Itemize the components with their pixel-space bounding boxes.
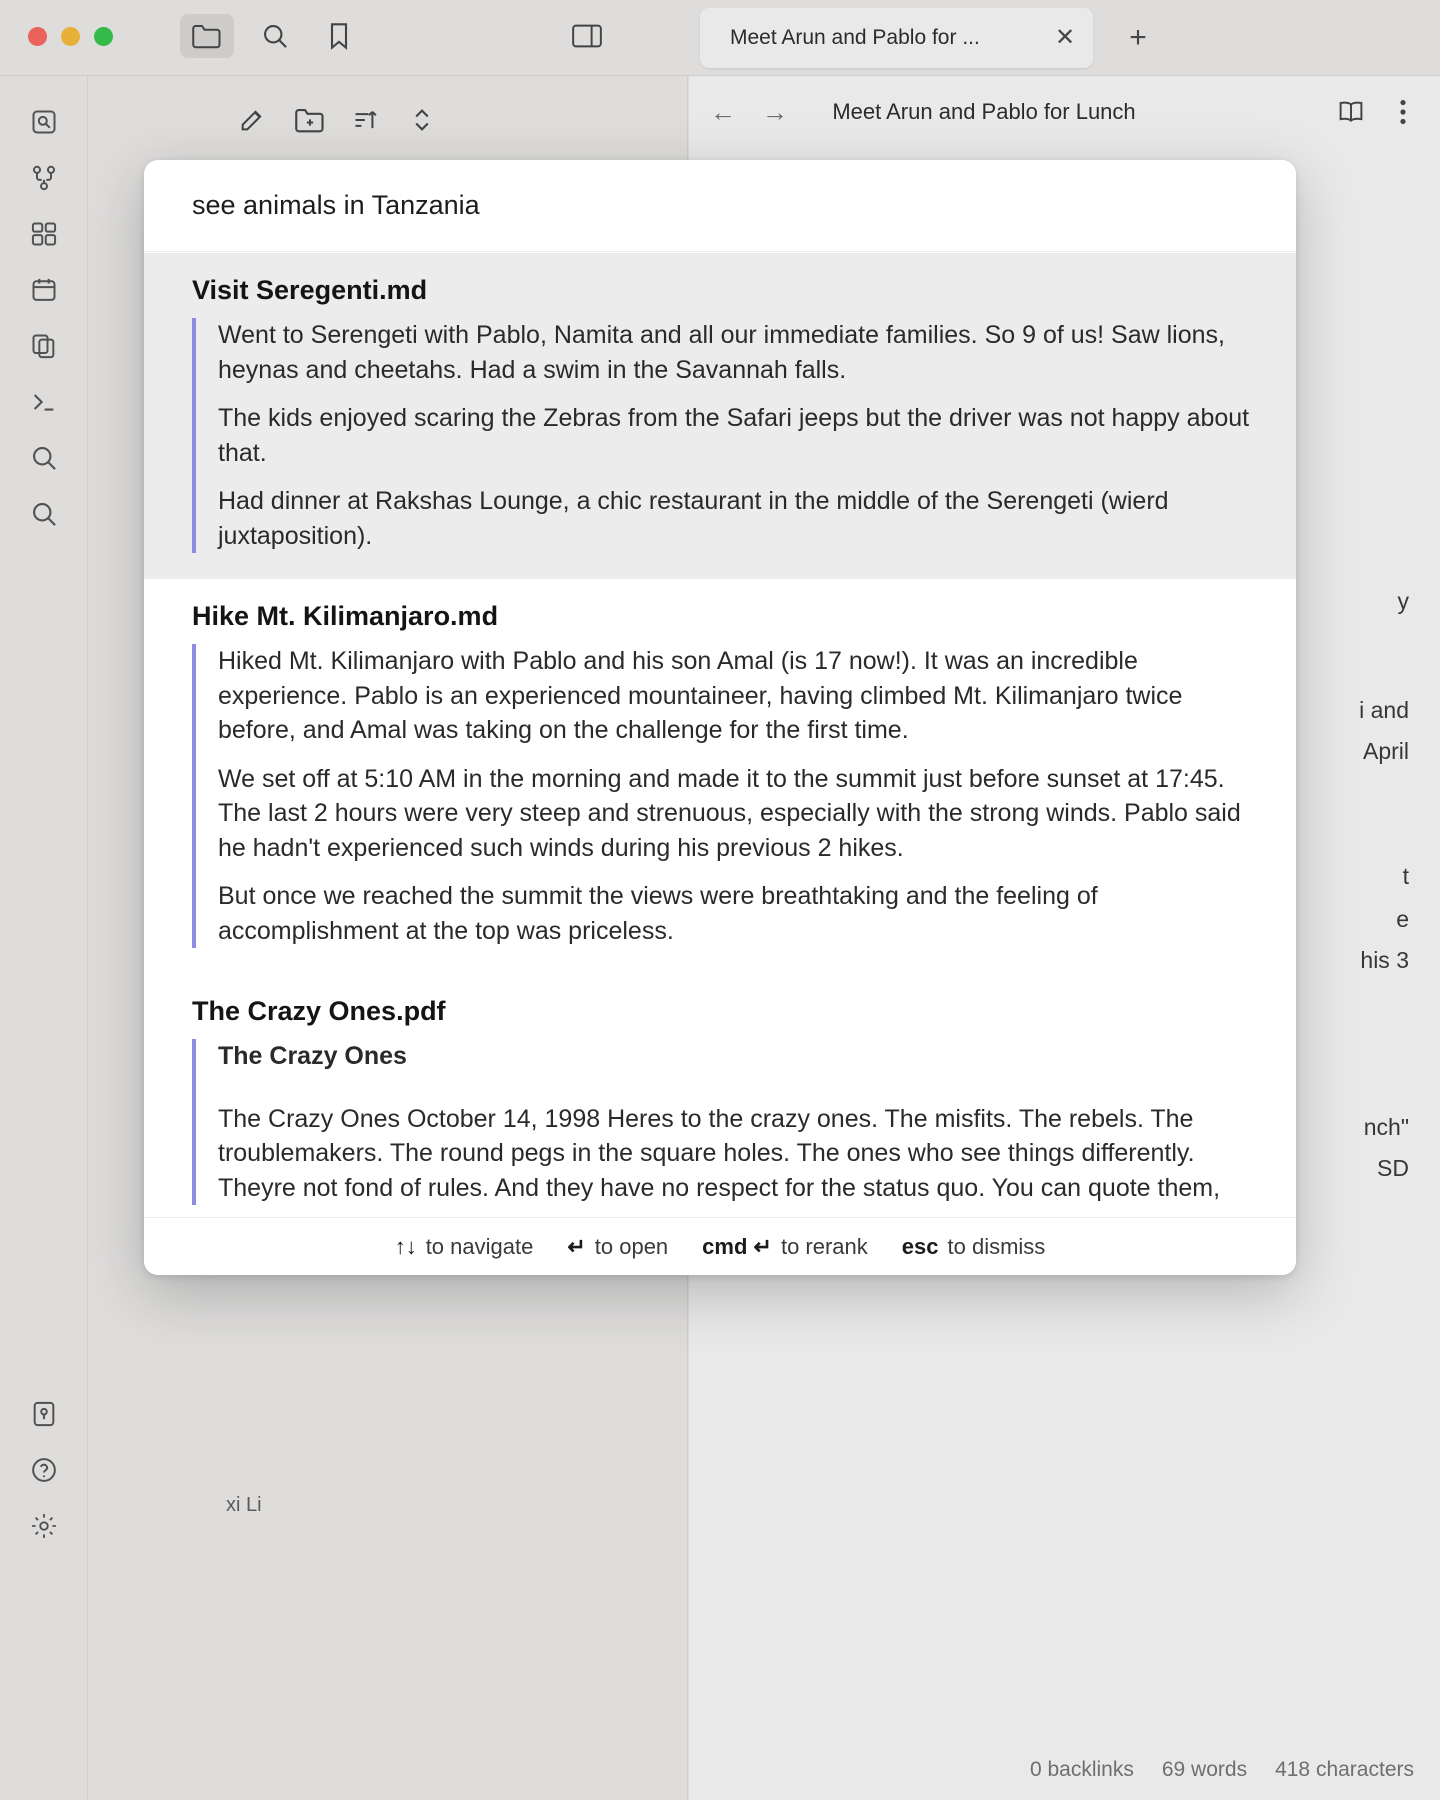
backlinks-count: 0 backlinks [1029,1758,1134,1781]
hint-dismiss [902,1234,1046,1260]
back-icon[interactable]: ← [710,96,736,127]
hint-text: to dismiss [947,1233,1046,1259]
word-count: 69 words [1161,1758,1248,1781]
search-result-snippet [192,318,1252,553]
search-result-item[interactable] [144,253,1296,579]
character-count: 418 characters [1275,1758,1414,1781]
doc-fragment: April [1362,738,1409,764]
doc-fragment: nch" [1363,1114,1409,1140]
search-result-snippet [192,1039,1252,1205]
doc-fragment: e [1396,906,1409,932]
snippet-paragraph: The Crazy Ones October 14, 1998 Heres to the crazy ones. The misfits. The rebels. The troublemakers. The round pegs in the square holes. The ones who see things differently. Theyre not fond of rules. And they have no respect for the status quo. You can quote them, [218,1104,1221,1202]
snippet-paragraph: Hiked Mt. Kilimanjaro with Pablo and his son Amal (is 17 now!). It was an incredible experience. Pablo is an experienced mountaineer, having climbed Mt. Kilimanjaro twice before, and Amal was taking on the challenge for the first time. [218,647,1183,744]
doc-fragment: his 3 [1360,947,1409,973]
search-result-item[interactable] [144,579,1296,974]
hint-text: to rerank [780,1233,868,1259]
file-pane-footer-label: xi Li [226,1494,262,1516]
search-result-title: The Crazy Ones.pdf [192,996,446,1026]
hint-rerank [702,1234,868,1260]
search-input[interactable]: see animals in Tanzania [144,160,1296,252]
snippet-paragraph: But once we reached the summit the views were breathtaking and the feeling of accomplishment at the top was priceless. [218,882,1098,945]
hint-text: to navigate [425,1233,534,1259]
hint-key: esc [901,1233,939,1259]
doc-fragment: t [1402,863,1409,889]
search-modal-footer [144,1217,1296,1275]
doc-fragment: i and [1359,697,1409,723]
snippet-paragraph: The kids enjoyed scaring the Zebras from the Safari jeeps but the driver was not happy about that. [218,404,1250,467]
search-results-list[interactable] [144,253,1296,1218]
forward-icon[interactable]: → [762,96,788,127]
snippet-heading: The Crazy Ones [218,1042,407,1070]
search-result-title: Hike Mt. Kilimanjaro.md [192,601,499,631]
snippet-paragraph: Had dinner at Rakshas Lounge, a chic restaurant in the middle of the Serengeti (wierd juxtaposition). [218,487,1169,550]
new-tab-button[interactable]: + [1129,21,1147,54]
hint-key: ↵ [567,1233,586,1259]
hint-text: to open [594,1233,669,1259]
tab-label: Meet Arun and Pablo for ... [730,26,980,49]
search-result-item[interactable] [144,974,1296,1218]
snippet-paragraph: We set off at 5:10 AM in the morning and made it to the summit just before sunset at 17:45. The last 2 hours were very steep and strenuous, especially with the strong winds. Pablo said he hadn't experienced such winds during his previous 2 hikes. [218,764,1241,862]
snippet-paragraph: Went to Serengeti with Pablo, Namita and all our immediate families. So 9 of us! Saw lions, heynas and cheetahs. Had a swim in the Savannah falls. [218,321,1225,384]
doc-fragment: SD [1377,1155,1409,1181]
hint-open [567,1234,668,1260]
search-result-snippet [192,644,1252,948]
hint-key: cmd ↵ [702,1233,772,1259]
search-modal [144,160,1296,1275]
doc-fragment: y [1397,588,1409,614]
close-icon[interactable]: ✕ [1054,24,1076,51]
hint-key: ↑↓ [394,1233,417,1259]
search-result-title: Visit Seregenti.md [192,275,428,305]
editor-document-title: Meet Arun and Pablo for Lunch [832,99,1136,124]
hint-navigate [395,1234,534,1260]
